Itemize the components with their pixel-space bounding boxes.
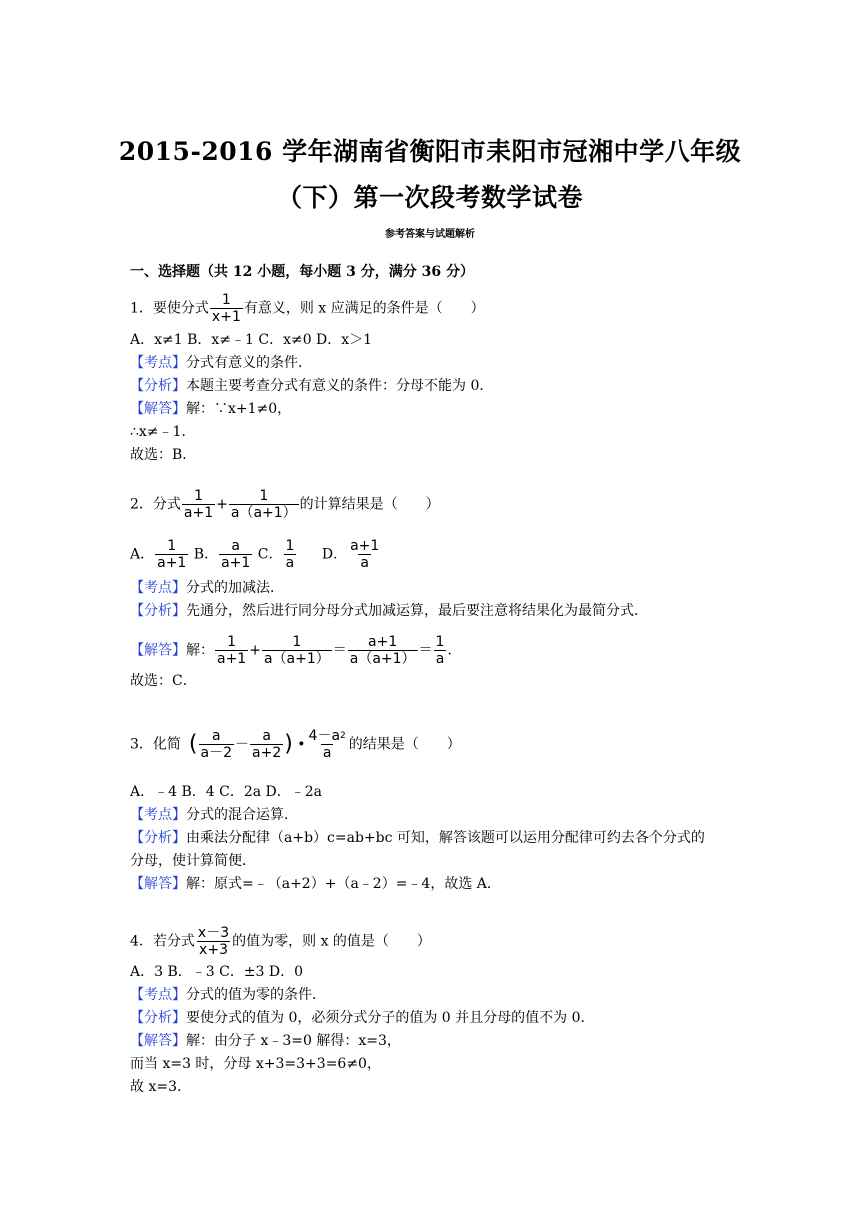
q2-kaodian-text: 分式的加减法． — [186, 580, 284, 596]
q2-sol-frac-1 — [215, 634, 248, 667]
q3-fraction-1 — [199, 728, 235, 761]
plus-sign: + — [216, 496, 228, 513]
right-paren: ) — [284, 731, 293, 757]
q2-fraction-2 — [229, 488, 299, 521]
q3-jieda — [130, 874, 501, 894]
q3-fraction-3 — [307, 728, 348, 761]
q3-kaodian-text: 分式的混合运算． — [186, 807, 298, 823]
q2-opt-b-fraction — [219, 538, 252, 571]
q1-kaodian — [130, 353, 312, 373]
q4-post: 的值为零，则 x 的值是（ ） — [232, 933, 431, 950]
period: ． — [447, 642, 462, 659]
q4-fenxi — [130, 1008, 595, 1028]
frac-num-text: 4－a — [308, 728, 341, 744]
section-heading: 一、选择题（共 12 小题，每小题 3 分，满分 36 分） — [130, 264, 474, 280]
q4-pre: 4．若分式 — [130, 933, 195, 950]
kaodian-tag: 【考点】 — [130, 355, 186, 371]
q1-jieda — [130, 399, 291, 419]
kaodian-tag: 【考点】 — [130, 987, 186, 1003]
q1-jieda-text: 解：∵x+1≠0， — [186, 401, 292, 417]
q2-sol-frac-4 — [434, 634, 447, 667]
frac-num: a+1 — [368, 634, 398, 650]
q2-opt-c-label: C． — [257, 546, 283, 563]
q3-fenxi-cont: 分母，使计算简便． — [130, 853, 256, 869]
q4-stem — [130, 925, 431, 958]
frac-num: a — [211, 728, 221, 744]
q2-opt-b-label: B． — [193, 546, 219, 563]
q3-options: A．﹣4 B．4 C．2a D．﹣2a — [130, 784, 323, 800]
q2-options — [130, 538, 382, 571]
q4-kaodian-text: 分式的值为零的条件． — [186, 987, 326, 1003]
q2-opt-d-label: D． — [321, 546, 348, 563]
q3-fenxi — [130, 828, 705, 848]
frac-den: a+2 — [252, 745, 282, 761]
q1-fenxi — [130, 376, 493, 396]
frac-den: a（a+1） — [349, 651, 416, 667]
frac-num: 1 — [292, 634, 302, 650]
left-paren: ( — [188, 731, 198, 757]
q1-pre: 1．要使分式 — [130, 300, 209, 317]
exponent: 2 — [340, 731, 346, 741]
frac-num: a+1 — [350, 538, 380, 554]
q4-options: A．3 B．﹣3 C．±3 D．0 — [130, 964, 304, 980]
q1-kaodian-text: 分式有意义的条件． — [186, 355, 312, 371]
frac-num: 1 — [435, 634, 445, 650]
frac-den: a+1 — [221, 555, 251, 571]
frac-den: a+1 — [157, 555, 187, 571]
q1-step1: ∴x≠﹣1． — [130, 424, 196, 440]
kaodian-tag: 【考点】 — [130, 807, 186, 823]
equals-sign: ＝ — [332, 642, 347, 659]
q2-opt-a-label: A． — [130, 546, 155, 563]
fenxi-tag: 【分析】 — [130, 830, 186, 846]
title-line-2: （下）第一次段考数学试卷 — [276, 183, 583, 212]
frac-den: a+1 — [217, 651, 247, 667]
q1-post: 有意义，则 x 应满足的条件是（ ） — [243, 300, 485, 317]
q2-pre: 2．分式 — [130, 496, 181, 513]
frac-num: a — [262, 728, 271, 744]
jieda-tag: 【解答】 — [130, 642, 186, 659]
fenxi-tag: 【分析】 — [130, 1010, 186, 1026]
q2-stem — [130, 488, 440, 521]
q4-fraction — [196, 925, 231, 958]
q4-jieda-text: 解：由分子 x﹣3=0 解得：x=3， — [186, 1033, 401, 1049]
frac-num: x－3 — [197, 925, 230, 941]
q3-kaodian — [130, 805, 298, 825]
q3-post: 的结果是（ ） — [348, 736, 461, 753]
q3-fraction-2 — [250, 728, 283, 761]
frac-num: 1 — [259, 488, 269, 504]
q2-post: 的计算结果是（ ） — [299, 496, 440, 513]
q1-answer: 故选：B． — [130, 447, 197, 463]
minus-sign: － — [235, 736, 250, 753]
frac-den: a — [360, 555, 369, 571]
q2-fenxi — [130, 601, 648, 621]
frac-num: 1 — [167, 538, 177, 554]
q4-kaodian — [130, 985, 326, 1005]
q3-jieda-text: 解：原式=﹣（a+2）+（a﹣2）=﹣4，故选 A． — [186, 876, 501, 892]
q4-fenxi-text: 要使分式的值为 0，必须分式分子的值为 0 并且分母的值不为 0． — [186, 1010, 595, 1026]
jieda-tag: 【解答】 — [130, 401, 186, 417]
frac-den: a（a+1） — [230, 505, 297, 521]
frac-num: 1 — [285, 538, 295, 554]
frac-den: x+3 — [199, 942, 228, 958]
q1-stem — [130, 292, 485, 325]
q2-kaodian — [130, 578, 284, 598]
q2-opt-c-fraction — [283, 538, 296, 571]
q4-step1: 而当 x=3 时，分母 x+3=3+3=6≠0， — [130, 1056, 381, 1072]
q4-jieda — [130, 1031, 401, 1051]
frac-den: a — [285, 555, 295, 571]
q2-sol-frac-2 — [262, 634, 332, 667]
frac-den: a+1 — [183, 505, 214, 521]
multiply-dot: • — [292, 736, 306, 753]
frac-num: 1 — [227, 634, 237, 650]
jieda-tag: 【解答】 — [130, 1033, 186, 1049]
fenxi-tag: 【分析】 — [130, 603, 186, 619]
kaodian-tag: 【考点】 — [130, 580, 186, 596]
fenxi-tag: 【分析】 — [130, 378, 186, 394]
frac-num: 1 — [194, 488, 203, 504]
q2-sol-frac-3 — [348, 634, 418, 667]
jieda-tag: 【解答】 — [130, 876, 186, 892]
q2-opt-d-fraction — [348, 538, 381, 571]
q1-frac-den: x+1 — [211, 309, 241, 325]
q2-fenxi-text: 先通分，然后进行同分母分式加减运算，最后要注意将结果化为最简分式． — [186, 603, 648, 619]
q4-step2: 故 x=3． — [130, 1079, 191, 1095]
subtitle: 参考答案与试题解析 — [385, 229, 475, 240]
q2-opt-a-fraction — [155, 538, 188, 571]
frac-num — [307, 728, 348, 744]
equals-sign: ＝ — [418, 642, 433, 659]
frac-num: a — [231, 538, 240, 554]
q3-pre: 3．化简 — [130, 736, 181, 753]
q1-fraction — [210, 292, 243, 325]
q1-options: A．x≠1 B．x≠﹣1 C．x≠0 D．x＞1 — [130, 332, 373, 348]
plus-sign: + — [249, 642, 261, 659]
frac-den: a — [435, 651, 445, 667]
q2-answer: 故选：C． — [130, 673, 197, 689]
q2-fraction-1 — [182, 488, 215, 521]
q1-frac-num: 1 — [221, 292, 231, 308]
q2-jieda — [130, 634, 461, 667]
q1-fenxi-text: 本题主要考查分式有意义的条件：分母不能为 0． — [186, 378, 494, 394]
frac-den: a－2 — [200, 745, 233, 761]
frac-den: a — [322, 745, 332, 761]
q3-fenxi-text: 由乘法分配律（a+b）c=ab+bc 可知，解答该题可以运用分配律可约去各个分式的 — [186, 830, 705, 846]
title-line-1: 2015-2016 学年湖南省衡阳市耒阳市冠湘中学八年级 — [118, 137, 742, 166]
q2-jieda-text: 解： — [186, 642, 214, 659]
frac-den: a（a+1） — [263, 651, 330, 667]
q3-stem — [130, 728, 461, 761]
